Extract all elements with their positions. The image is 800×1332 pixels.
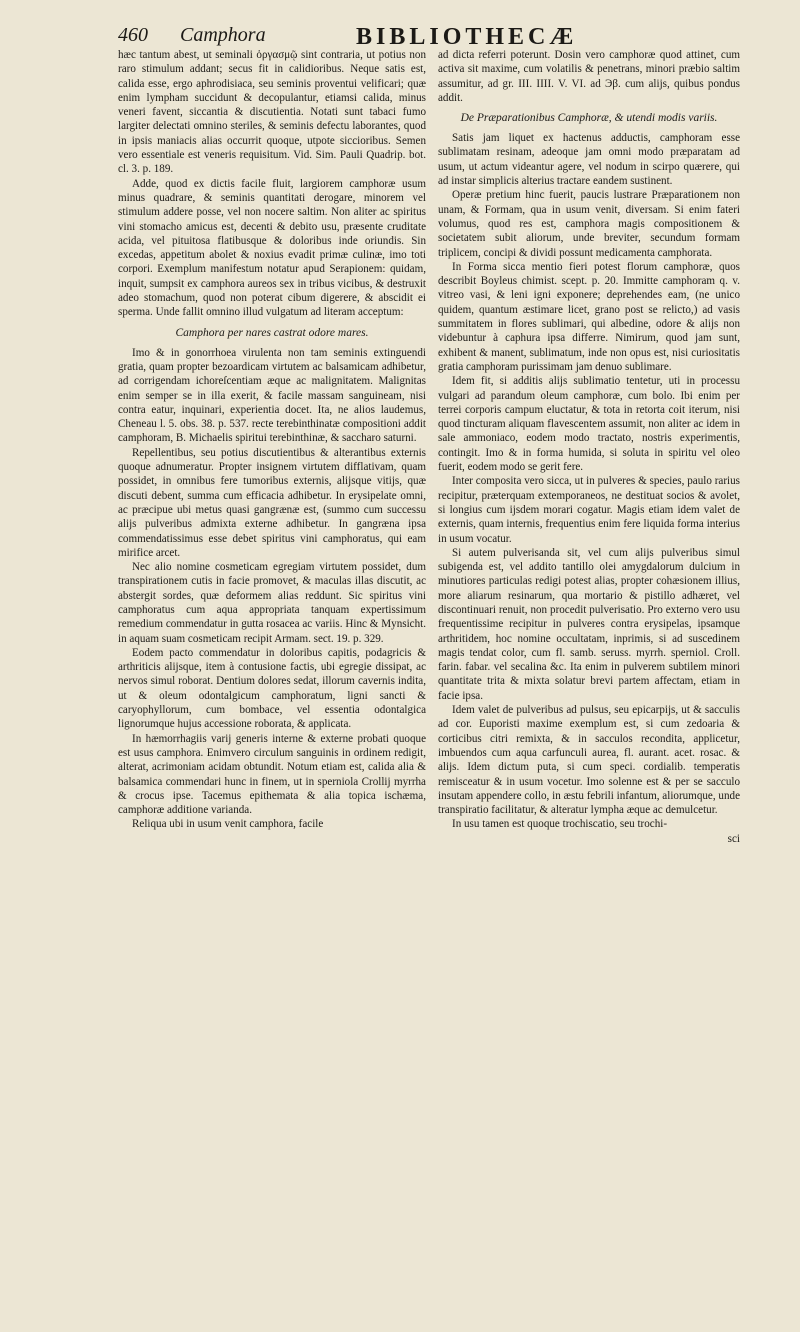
paragraph: Operæ pretium hinc fuerit, paucis lustrare Præparationem non unam, & Formam, qua in usum venit, diversam. Si enim fateri volumus, quod res est, camphora magis compositionem & societatem subit aliorum, unde breviter, secundum formam triplicem, concipi & dividi possunt medicamenta camphorata.	[438, 189, 740, 259]
right-column	[438, 48, 740, 846]
paragraph: Eodem pacto commendatur in doloribus capitis, podagricis & arthriticis alijsque, item à contusione factis, ubi egregie dissipat, ac nervos simul roborat. Dentium dolores sedat, illorum cavernis indita, ut & oleum odontalgicum camphoratum, ligni sancti & caryophyllorum, cum bombace, vel essentia odontalgica lignorumque hujus accessione roborata, & applicata.	[118, 646, 426, 731]
paragraph: Inter composita vero sicca, ut in pulveres & species, paulo rarius recipitur, præterquam extemporaneos, ne destituat socios & avolet, si longius cum ijsdem morari cogatur. Magis etiam idem valet de externis, quam internis, frequentius enim fere liquida forma interius in usum vocatur.	[438, 475, 740, 545]
section-heading: De Præparationibus Camphoræ, & utendi modis variis.	[460, 112, 718, 125]
paragraph: In hæmorrhagiis varij generis interne & externe probati quoque est usus camphora. Enimvero circulum sanguinis in ordinem redigit, alterat, acrimoniam acidam obtundit. Notum etiam est, calida alia & balsamica commendari hunc in finem, ut in sperniola Crollij myrrha & crocus ipse. Tacemus epithemata & alia topica ischæma, camphoræ additione varianda.	[118, 732, 426, 817]
book-title: BIBLIOTHECÆ	[356, 24, 578, 50]
paragraph: Reliqua ubi in usum venit camphora, facile	[132, 818, 324, 831]
paragraph: ad dicta referri poterunt. Dosin vero camphoræ quod attinet, cum activa sit maxime, cum volatilis & penetrans, minori præbio saltim assumitur, ad gr. III. IIII. V. VI. ad Эβ. cum alijs, quibus pondus addit.	[438, 49, 740, 104]
running-head: Camphora	[180, 24, 266, 46]
catchword: sci	[727, 832, 740, 845]
paragraph: Idem valet de pulveribus ad pulsus, seu epicarpijs, ut & sacculis ad cor. Euporisti maxime exemplum est, si cum zedoaria & corticibus citri remixta, & in sacculos recondita, applicetur, imbuendos cum aqua carfunculi aurea, fl. aurant. acet. rosac. & alijs. Idem dictum puta, si cum speci. cordialib. temperatis remisceatur & in usum vocetur. Imo solenne est & per se sacculo insutam appendere collo, in æstu febrili infantum, aliorumque, unde transpiratio facilitatur, & alteratur lympha æque ac demulcetur.	[438, 704, 740, 817]
section-heading: Camphora per nares castrat odore mares.	[175, 326, 369, 339]
paragraph: Nec alio nomine cosmeticam egregiam virtutem possidet, dum transpirationem cutis in facie promovet, & maculas illas discutit, ac abstergit sordes, quæ deformem alias reddunt. Sic spiritus vini camphoratus cum aqua appropriata tanquam expertissimum remedium commendatur in gutta rosacea ac variis. Hinc & Mynsicht. in aquam suam cosmeticam recipit Armam. sect. 19. p. 329.	[118, 561, 426, 645]
paragraph: Idem fit, si additis alijs sublimatio tentetur, uti in processu vulgari ad parandum oleum camphoræ, cum bolo. Ibi enim per terrei corporis campum eluctatur, & tota in retorta coit iterum, nisi quod tincturam aliquam flavescentem assumit, non aliter ac idem in sale ammoniaco, eodem modo tractato, nostris experimentis, contingit. Imo & in forma humida, si soluta in spiritu vel oleo fuerit, eodem modo se gerit fere.	[438, 375, 740, 474]
paragraph: In Forma sicca mentio fieri potest florum camphoræ, quos describit Boyleus chimist. scept. p. 20. Immitte camphoram q. v. vitreo vasi, & leni igni exponere; deprehendes eam, (ne unico quidem, quantum æstimare licet, grano post se relicto,) ad vasis summitatem in flores sublimari, qui albedine, odore & alijs non videbuntur à caphura ipsa differre. Nimirum, quod jam sunt, exhibent & manent, sublimatum, inde non opus est, nisi curiositatis gratia camphoram purissimam jam denuo sublimare.	[438, 260, 740, 373]
paragraph: Repellentibus, seu potius discutientibus & alterantibus externis quoque adnumeratur. Propter insignem virtutem difflativam, quam possidet, in omnibus fere tumoribus externis, alijsque vitijs, quæ discuti debent, summa cum efficacia adhibetur. In erysipelate omni, ac præcipue ubi metus quasi gangrænæ est, (summo cum successu alijs pulveribus admixta externe adhibetur. In gangræna ipsa commendatissimus esse debet spiritus vini camphoratus, qui eam mirifice arcet.	[118, 446, 426, 559]
paragraph: hæc tantum abest, ut seminali ὀργασμῷ sint contraria, ut potius non raro stimulum addant; secus fit in calidioribus. Neque satis est, calida esse, ergo aphrodisiaca, seu seminis proventui velificari; quæ enim lympham succidunt & decopulantur, etiamsi calida, minus veneri favent, siccantia & discutientia. Notati sunt tabaci fumo largiter delectati omnino steriles, & seminis defectu laborantes, quod in ipsis maniacis alias occurrit quoque, utpote siccioribus. Semen vero essentiale est veneris requisitum. Vid. Sim. Pauli Quadrip. bot. cl. 3. p. 189.	[118, 49, 426, 176]
paragraph: Imo & in gonorrhoea virulenta non tam seminis extinguendi gratia, quam propter bezoardicam virtutem ac balsamicam adhibetur, ad corrigendam ichoreſcentiam æque ac malignitatem. Malignitas enim semper se in illa exerit, & facile massam sanguineam, nisi contra eatur, inquinari, experientia docet. Ita, ne alios laudemus, Cheneau l. 5. obs. 38. p. 537. recte terebinthinatæ compositioni addit camphoram, B. Michaelis spiritui terebinthinæ, & saccharo saturni.	[118, 346, 426, 445]
paragraph: Si autem pulverisanda sit, vel cum alijs pulveribus simul subigenda est, vel addito tantillo olei amygdalorum dulcium in minutiores particulas redigi potest alias, propter cohæsionem illius, more aliarum resinarum, qua mortario & pistillo adhæret, vel discontinuari renuit, non procedit pulverisatio. Pro externo vero usu frequentissime recipitur in pulveres contra erysipelas, ipsamque arthritidem, hoc nomine occultatam, inprimis, si ad suscedinem magis tendat color, cum fl. samb. seruss. myrrh. sperniol. Croll. farin. fabar. vel secalina &c. Ita enim in pulverem subtilem minori quantitate trita & mixta solatur brevi partem affectam, etiam in facie ipsa.	[438, 546, 740, 702]
paragraph: Satis jam liquet ex hactenus adductis, camphoram esse sublimatam resinam, adeoque jam omni modo præparatam ad usum, ut actum videantur agere, vel nodum in scirpo quærere, qui ad instar simplicis alterius tractare eandem sustinent.	[438, 132, 740, 188]
paragraph: Adde, quod ex dictis facile fluit, largiorem camphoræ usum minus quadrare, & seminis quantitati derogare, minorem vel stimulum addere posse, vel non nocere saltim. Non aliter ac spiritus vini stomacho amicus est, decenti & debito usu, præsente cruditate acida, vel pituitosa flatibusque & doloribus inde oriundis. Sin excedas, appetitum abolet & noxius evadit primæ culinæ, imo toti corpori. Exemplum manifestum notatur apud Serapionem: quidam, inquit, sumpsit ex camphora aureos sex in tribus vicibus, & destruxit adeo stomachum, quod non poterat cibum digerere, & abscidit ei sperma. Unde fallit omnino illud vulgatum ad literam acceptum:	[118, 177, 426, 319]
page-number: 460	[118, 24, 148, 46]
left-column	[118, 48, 426, 832]
paragraph: In usu tamen est quoque trochiscatio, seu trochi-	[452, 818, 668, 831]
